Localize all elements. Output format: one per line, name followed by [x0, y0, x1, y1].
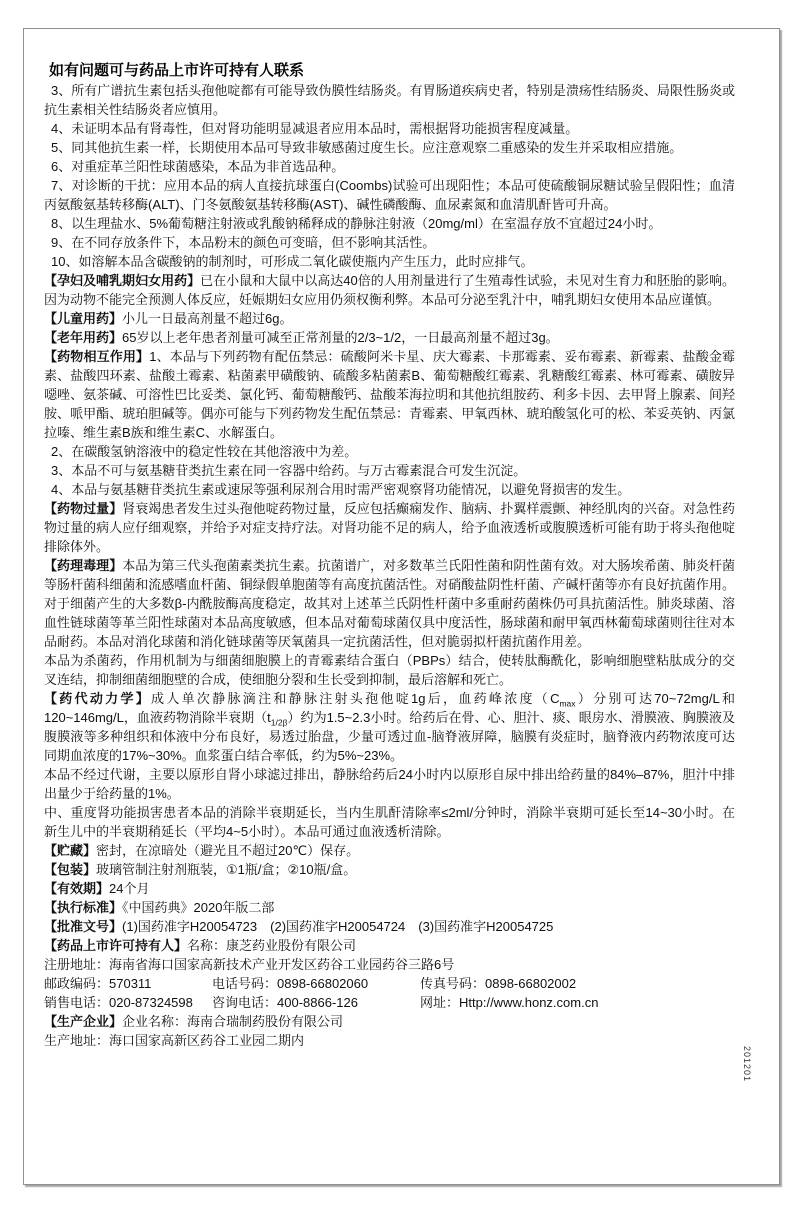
contact-cell: 邮政编码：570311 — [44, 976, 152, 991]
body-paragraph: 9、在不同存放条件下，本品粉末的颜色可变暗，但不影响其活性。 — [51, 235, 436, 250]
section-paragraph: 【有效期】24个月 — [44, 881, 150, 896]
section-paragraph: 【贮藏】密封，在凉暗处（避光且不超过20℃）保存。 — [44, 843, 360, 858]
body-paragraph: 本品不经过代谢，主要以原形自肾小球滤过排出，静脉给药后24小时内以原形自尿中排出给药量的84%–87%，胆汁中排出量少于给药量的1%。 — [44, 767, 735, 801]
contact-cell: 电话号码：0898-66802060 — [212, 976, 369, 991]
section-label: 【药物相互作用】 — [44, 349, 150, 364]
body-paragraph: 3、本品不可与氨基糖苷类抗生素在同一容器中给药。与万古霉素混合可发生沉淀。 — [51, 463, 527, 478]
contact-cell: 咨询电话：400-8866-126 — [212, 995, 358, 1010]
body-paragraph: 4、本品与氨基糖苷类抗生素或速尿等强利尿剂合用时需严密观察肾功能情况，以避免肾损害的发生。 — [51, 482, 631, 497]
side-print-code: 201201 — [741, 1045, 752, 1083]
body-paragraph: 2、在碳酸氢钠溶液中的稳定性较在其他溶液中为差。 — [51, 444, 358, 459]
contact-row — [44, 974, 735, 993]
contact-cell: 传真号码：0898-66802002 — [420, 976, 577, 991]
section-paragraph: 【药品上市许可持有人】名称：康芝药业股份有限公司 — [44, 938, 357, 953]
subscript-text: 1/2β — [270, 717, 288, 728]
subscript-text: max — [559, 698, 576, 709]
body-paragraph: 3、所有广谱抗生素包括头孢他啶都有可能导致伪膜性结肠炎。有胃肠道疾病史者，特别是溃疡性结肠炎、局限性肠炎或抗生素相关性结肠炎者应慎用。 — [44, 83, 735, 117]
body-paragraph: 8、以生理盐水、5%葡萄糖注射液或乳酸钠稀释成的静脉注射液（20mg/ml）在室温存放不宜超过24小时。 — [51, 216, 662, 231]
body-paragraph: 本品为杀菌药，作用机制为与细菌细胞膜上的青霉素结合蛋白（PBPs）结合，使转肽酶酰化，影响细胞壁粘肽成分的交叉连结，抑制细菌细胞壁的合成，使细胞分裂和生长受到抑制，最后溶解和死亡。 — [44, 653, 735, 687]
section-label: 【生产企业】 — [44, 1014, 123, 1029]
section-paragraph: 【生产企业】企业名称：海南合瑞制药股份有限公司 — [44, 1014, 344, 1029]
section-paragraph: 【执行标准】《中国药典》2020年版二部 — [44, 900, 275, 915]
section-paragraph: 【儿童用药】小儿一日最高剂量不超过6g。 — [44, 311, 293, 326]
section-paragraph: 【药物相互作用】1、本品与下列药物有配伍禁忌：硫酸阿米卡星、庆大霉素、卡那霉素、妥布霉素、新霉素、盐酸金霉素、盐酸四环素、盐酸土霉素、粘菌素甲磺酸钠、硫酸多粘菌素B、葡萄糖酸红霉素、乳糖酸红霉素、林可霉素、磺胺异噁唑、氨茶碱、可溶性巴比妥类、氯化钙、葡萄糖酸钙、盐酸苯海拉明和其他抗组胺药、利多卡因、去甲肾上腺素、间羟胺、哌甲酯、琥珀胆碱等。偶亦可能与下列药物发生配伍禁忌：青霉素、甲氧西林、琥珀酸氢化可的松、苯妥英钠、丙氯拉嗪、维生素B族和维生素C、水解蛋白。 — [44, 349, 735, 440]
document-body — [24, 29, 779, 1050]
section-paragraph: 【药理毒理】本品为第三代头孢菌素类抗生素。抗菌谱广，对多数革兰氏阳性菌和阴性菌有效。对大肠埃希菌、肺炎杆菌等肠杆菌科细菌和流感嗜血杆菌、铜绿假单胞菌等有高度抗菌活性。对硝酸盐阴性杆菌、产碱杆菌等亦有良好抗菌作用。对于细菌产生的大多数β-内酰胺酶高度稳定，故其对上述革兰氏阴性杆菌中多重耐药菌株仍可具抗菌活性。肺炎球菌、溶血性链球菌等革兰阳性球菌对本品高度敏感，但本品对葡萄球菌仅具中度活性，肠球菌和耐甲氧西林葡萄球菌则往往对本品耐药。本品对消化球菌和消化链球菌等厌氧菌具一定抗菌活性，但对脆弱拟杆菌抗菌作用差。 — [44, 558, 735, 649]
section-label: 【药品上市许可持有人】 — [44, 938, 188, 953]
section-label: 【孕妇及哺乳期妇女用药】 — [44, 273, 201, 288]
section-label: 【老年用药】 — [44, 330, 123, 345]
contact-cell: 销售电话：020-87324598 — [44, 995, 193, 1010]
contact-row — [44, 993, 735, 1012]
section-label: 【药理毒理】 — [44, 558, 123, 573]
section-paragraph: 【包装】玻璃管制注射剂瓶装，①1瓶/盒；②10瓶/盒。 — [44, 862, 357, 877]
footer-contact-note: 如有问题可与药品上市许可持有人联系 — [49, 62, 305, 79]
body-paragraph: 5、同其他抗生素一样，长期使用本品可导致非敏感菌过度生长。应注意观察二重感染的发生并采取相应措施。 — [51, 140, 683, 155]
section-label: 【药代动力学】 — [44, 691, 152, 706]
section-paragraph: 【药代动力学】成人单次静脉滴注和静脉注射头孢他啶1g后，血药峰浓度$(C_{max})$分别可达70~72mg/L和120~146mg/L，血液药物消除半衰期$(t_{1/2\beta})$约为1.5~2.3小时。给药后在骨、心、胆汁、痰、眼房水、滑膜液、胸膜液及腹膜液等多种组织和体液中分布良好，易透过胎盘，少量可透过血-脑脊液屏障，脑膜有炎症时，脑脊液内药物浓度可达同期血浓度的17%~30%。血浆蛋白结合率低，约为5%~23%。 — [44, 691, 735, 763]
body-paragraph: 中、重度肾功能损害患者本品的消除半衰期延长，当内生肌酐清除率≤2ml/分钟时，消除半衰期可延长至14~30小时。在新生儿中的半衰期稍延长（平均4~5小时）。本品可通过血液透析清除。 — [44, 805, 735, 839]
section-label: 【批准文号】 — [44, 919, 123, 934]
section-paragraph: 【批准文号】(1)国药准字H20054723 (2)国药准字H20054724 (3)国药准字H20054725 — [44, 919, 554, 934]
section-label: 【贮藏】 — [44, 843, 97, 858]
contact-cell: 网址：Http://www.honz.com.cn — [420, 995, 599, 1010]
section-paragraph: 【老年用药】65岁以上老年患者剂量可减至正常剂量的2/3~1/2，一日最高剂量不超过3g。 — [44, 330, 559, 345]
section-label: 【药物过量】 — [44, 501, 123, 516]
body-paragraph: 6、对重症革兰阳性球菌感染，本品为非首选品种。 — [51, 159, 345, 174]
section-label: 【包装】 — [44, 862, 97, 877]
body-paragraph: 4、未证明本品有肾毒性，但对肾功能明显减退者应用本品时，需根据肾功能损害程度减量。 — [51, 121, 579, 136]
section-paragraph: 【药物过量】肾衰竭患者发生过头孢他啶药物过量，反应包括癫痫发作、脑病、扑翼样震颤、神经肌肉的兴奋。对急性药物过量的病人应仔细观察，并给予对症支持疗法。对肾功能不足的病人，给予血液透析或腹膜透析可能有助于将头孢他啶排除体外。 — [44, 501, 735, 554]
body-paragraph: 7、对诊断的干扰：应用本品的病人直接抗球蛋白(Coombs)试验可出现阳性；本品可使硫酸铜尿糖试验呈假阳性；血清丙氨酸氨基转移酶(ALT)、门冬氨酸氨基转移酶(AST)、碱性磷酸酶、血尿素氮和血清肌酐皆可升高。 — [44, 178, 735, 212]
leaflet-sheet — [23, 28, 780, 1185]
body-paragraph: 注册地址：海南省海口国家高新技术产业开发区药谷工业园药谷三路6号 — [44, 957, 455, 972]
section-label: 【有效期】 — [44, 881, 110, 896]
body-paragraph: 10、如溶解本品含碳酸钠的制剂时，可形成二氧化碳使瓶内产生压力，此时应排气。 — [51, 254, 534, 269]
body-paragraph: 生产地址：海口国家高新区药谷工业园二期内 — [44, 1033, 305, 1048]
section-label: 【儿童用药】 — [44, 311, 123, 326]
section-paragraph: 【孕妇及哺乳期妇女用药】已在小鼠和大鼠中以高达40倍的人用剂量进行了生殖毒性试验，未见对生育力和胚胎的影响。因为动物不能完全预测人体反应，妊娠期妇女应用仍须权衡利弊。本品可分泌至乳汁中，哺乳期妇女使用本品应谨慎。 — [44, 273, 735, 307]
section-label: 【执行标准】 — [44, 900, 123, 915]
